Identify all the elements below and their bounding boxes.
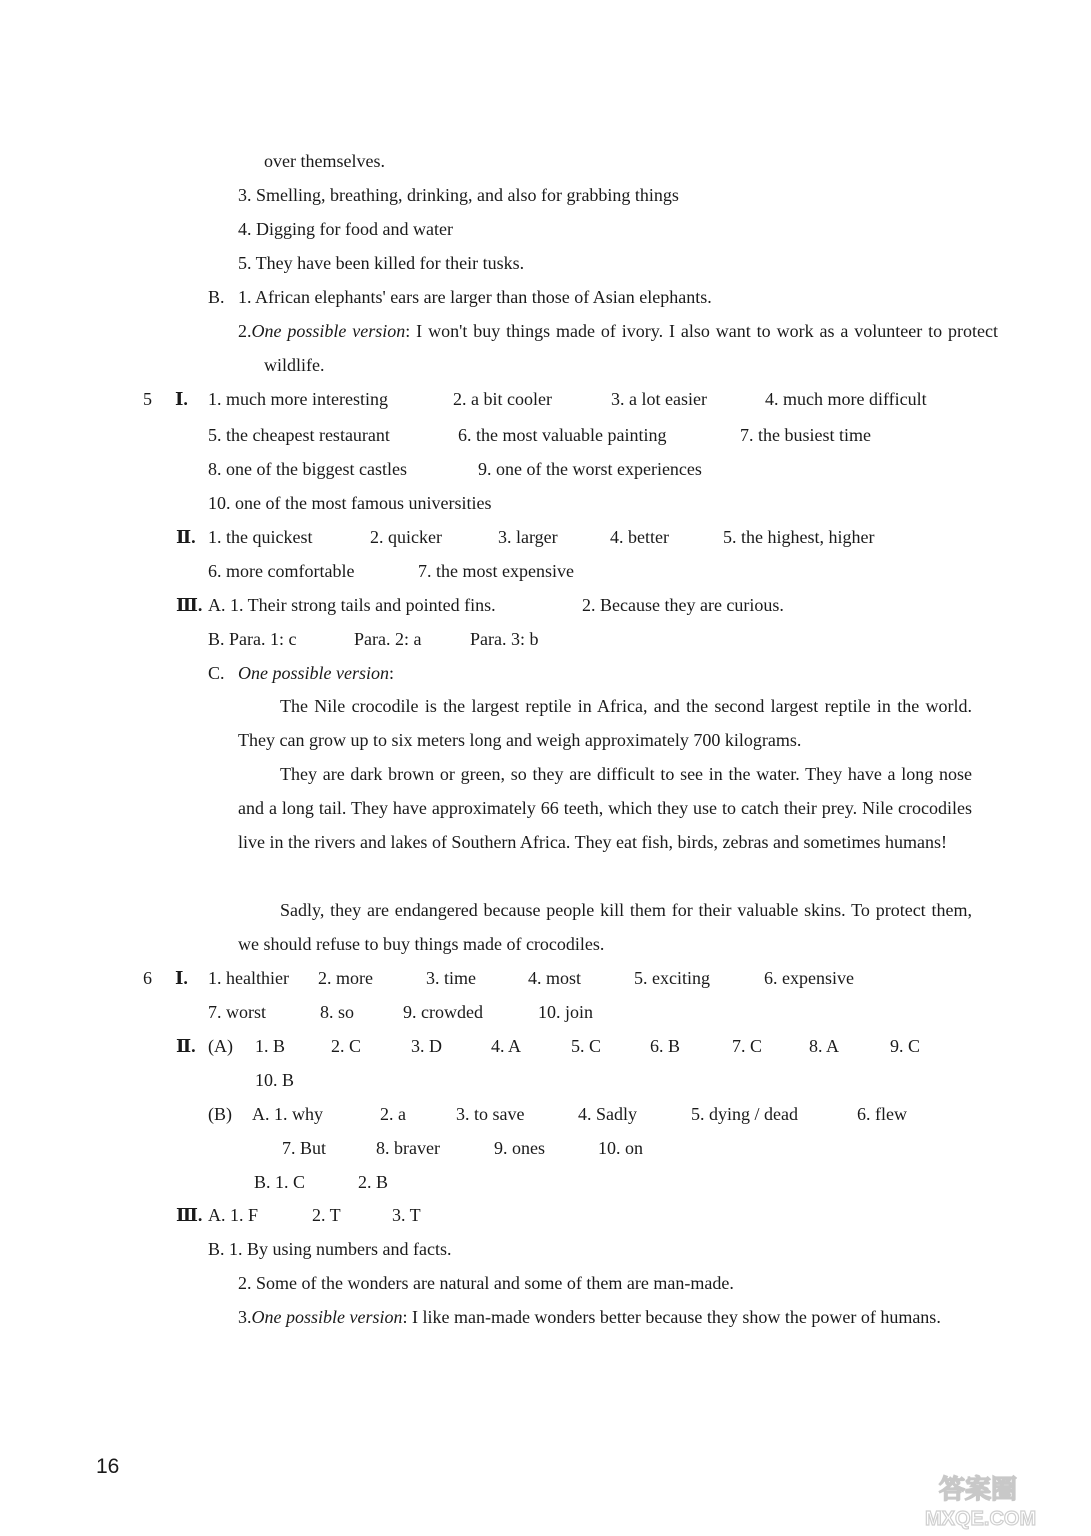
answer-item: 5. the highest, higher (723, 527, 875, 547)
answer-item: 8. A (809, 1036, 840, 1056)
watermark-site: MXQE.COM (925, 1508, 1037, 1530)
answer-item: 3. T (392, 1205, 421, 1225)
essay-paragraph: They are dark brown or green, so they are difficult to see in the water. They have a long nose and a long tail. They have approximately 66 teeth, which they use to catch their prey. Nile crocodiles live in the rivers and lakes of Southern Africa. They eat fish, birds, zebras and sometimes humans! (238, 764, 972, 852)
answer-item: 7. C (732, 1036, 763, 1056)
answer-item: 3. a lot easier (611, 389, 707, 409)
answer-text: 1. African elephants' ears are larger than those of Asian elephants. (238, 287, 712, 307)
answer-item: 9. one of the worst experiences (478, 459, 702, 479)
answer-item: B. 1. C (254, 1172, 306, 1192)
answer-item: 9. crowded (403, 1002, 483, 1022)
answer-item: 2. a bit cooler (453, 389, 552, 409)
answer-item: 2. B (358, 1172, 389, 1192)
answer-item: 5. C (571, 1036, 602, 1056)
answer-item: Para. 2: a (354, 629, 422, 649)
answer-item: 7. the busiest time (740, 425, 871, 445)
essay-paragraph: The Nile crocodile is the largest reptile in Africa, and the second largest reptile in the world. They can grow up to six meters long and weigh approximately 700 kilograms. (238, 696, 972, 750)
roman-numeral: Ⅰ. (175, 389, 188, 409)
section-6-line (143, 967, 854, 989)
answer-item: 6. expensive (764, 968, 854, 988)
section-number: 5 (143, 389, 152, 409)
answer-item: 7. the most expensive (418, 561, 574, 581)
answer-item: 4. better (610, 527, 669, 547)
answer-item: 1. healthier (208, 968, 289, 988)
colon: : (388, 663, 394, 683)
answer-item: A. 1. Their strong tails and pointed fins. (208, 595, 496, 615)
answer-line (176, 526, 874, 548)
answer-item: 4. much more difficult (765, 389, 927, 409)
roman-numeral: Ⅱ. (176, 1036, 196, 1056)
roman-numeral: Ⅲ. (176, 595, 203, 615)
watermark-logo-text: 答案圈 (939, 1474, 1018, 1504)
answer-line (176, 1035, 920, 1057)
page-number: 16 (96, 1455, 120, 1478)
part-label: C. (208, 663, 225, 683)
answer-item: 1. the quickest (208, 527, 313, 547)
answer-number: 3. (238, 1307, 252, 1327)
answer-item: 8. braver (376, 1138, 440, 1158)
answer-line (208, 286, 712, 308)
answer-line (208, 628, 538, 650)
answer-item: 8. one of the biggest castles (208, 459, 407, 479)
answer-item: Para. 3: b (470, 629, 539, 649)
answer-text: : I like man-made wonders better because they show the power of humans. (402, 1307, 941, 1327)
essay-paragraph: Sadly, they are endangered because people kill them for their valuable skins. To protect them, we should refuse to buy things made of crocodiles. (238, 900, 972, 954)
answer-item: A. 1. F (208, 1205, 259, 1225)
answer-item: 9. C (890, 1036, 921, 1056)
answer-line: 3. Smelling, breathing, drinking, and also for grabbing things (238, 185, 679, 205)
answer-item: 2. quicker (370, 527, 442, 547)
answer-line (254, 1171, 388, 1193)
answer-line (208, 1001, 593, 1023)
answer-item: 1. much more interesting (208, 389, 388, 409)
answer-item: 1. B (255, 1036, 286, 1056)
roman-numeral: Ⅰ. (175, 968, 188, 988)
answer-text: : I won't buy things made of ivory. I also want to work as a volunteer to protect wildlife. (264, 321, 998, 375)
answer-item: 5. dying / dead (691, 1104, 798, 1124)
answer-line (208, 560, 574, 582)
part-label: (A) (208, 1036, 233, 1056)
answer-item: 6. flew (857, 1104, 907, 1124)
answer-line (208, 424, 871, 446)
answer-item: 10. join (538, 1002, 594, 1022)
answer-item: 5. the cheapest restaurant (208, 425, 390, 445)
answer-line (208, 1103, 907, 1125)
section-5-line (143, 388, 927, 410)
answer-item: 2. more (318, 968, 373, 988)
answer-paragraph (238, 314, 998, 382)
answer-item: 7. worst (208, 1002, 266, 1022)
answer-item: 2. Because they are curious. (582, 595, 784, 615)
answer-item: 6. B (650, 1036, 681, 1056)
answer-item: 7. But (282, 1138, 327, 1158)
answer-item: A. 1. why (252, 1104, 323, 1124)
part-label: (B) (208, 1104, 232, 1124)
answer-item: 4. most (528, 968, 582, 988)
answer-line: 4. Digging for food and water (238, 219, 453, 239)
answer-number: 2. (238, 321, 252, 341)
italic-label: One possible version (251, 1307, 403, 1327)
answer-paragraph (238, 1300, 998, 1334)
answer-item: 3. to save (456, 1104, 525, 1124)
answer-item: 2. T (312, 1205, 341, 1225)
answer-item: 3. D (411, 1036, 442, 1056)
answer-line (208, 662, 394, 684)
answer-line (282, 1137, 643, 1159)
roman-numeral: Ⅱ. (176, 527, 196, 547)
answer-line: B. 1. By using numbers and facts. (208, 1239, 452, 1259)
answer-line (176, 594, 784, 616)
answer-line: 5. They have been killed for their tusks. (238, 253, 525, 273)
watermark-logo (921, 1470, 1081, 1530)
part-label: B. (208, 287, 225, 307)
answer-line: over themselves. (264, 151, 385, 171)
answer-item: 10. on (598, 1138, 643, 1158)
answer-line: 10. one of the most famous universities (208, 493, 492, 513)
italic-label: One possible version (238, 663, 389, 683)
italic-label: One possible version (251, 321, 406, 341)
answer-item: 8. so (320, 1002, 355, 1022)
answer-item: 6. the most valuable painting (458, 425, 667, 445)
answer-item: 9. ones (494, 1138, 545, 1158)
answer-item: 3. larger (498, 527, 558, 547)
answer-item: 2. a (380, 1104, 406, 1124)
answer-line (176, 1204, 421, 1226)
answer-item: 4. A (491, 1036, 522, 1056)
answer-item: 4. Sadly (578, 1104, 638, 1124)
answer-item: B. Para. 1: c (208, 629, 297, 649)
section-number: 6 (143, 968, 152, 988)
answer-line: 2. Some of the wonders are natural and some of them are man-made. (238, 1273, 734, 1293)
answer-item: 6. more comfortable (208, 561, 355, 581)
roman-numeral: Ⅲ. (176, 1205, 203, 1225)
answer-item: 2. C (331, 1036, 362, 1056)
answer-line: 10. B (255, 1070, 295, 1090)
answer-item: 3. time (426, 968, 476, 988)
answer-line (208, 458, 702, 480)
answer-item: 5. exciting (634, 968, 710, 988)
